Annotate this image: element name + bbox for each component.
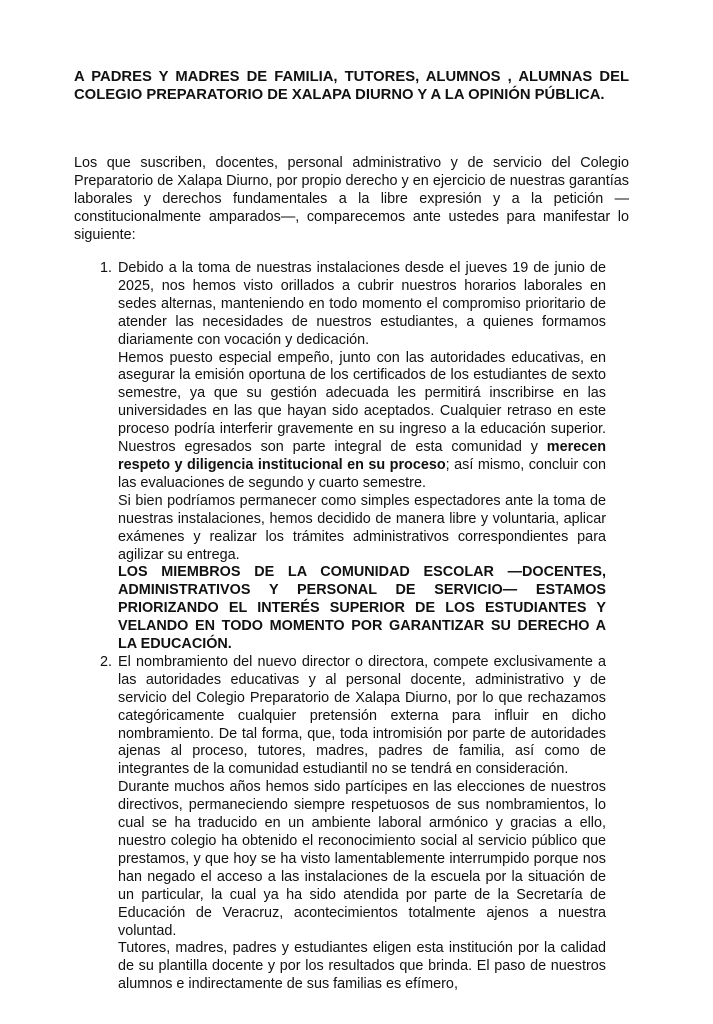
intro-paragraph: Los que suscriben, docentes, personal administrativo y de servicio del Colegio Preparatorio de Xalapa Diurno, por propio derecho y en ejercicio de nuestras garantías laborales y derechos fundamentales a la libre expresión y a la petición —constitucionalmente amparados—, comparecemos ante ustedes para manifestar lo siguiente: [74,155,629,243]
document-heading: A PADRES Y MADRES DE FAMILIA, TUTORES, ALUMNOS , ALUMNAS DEL COLEGIO PREPARATORIO DE XALAPA DIURNO Y A LA OPINIÓN PÚBLICA. [74,69,629,103]
numbered-list [100,260,606,994]
list-marker-1: 1. [100,260,113,276]
list-item-2 [100,653,606,994]
item-1-paragraph-2 [118,350,606,493]
item-2-paragraph-1: El nombramiento del nuevo director o directora, compete exclusivamente a las autoridades educativas y al personal docente, administrativo y de servicio del Colegio Preparatorio de Xalapa Diurno, por lo que rechazamos categóricamente cualquier pretensión externa para influir en dicho nombramiento. De tal forma, que, toda intromisión por parte de autoridades ajenas al proceso, tutores, madres, padres de familia, así como de integrantes de la comunidad estudiantil no se tendrá en consideración. [118,653,606,778]
item-1-paragraph-1: Debido a la toma de nuestras instalaciones desde el jueves 19 de junio de 2025, nos hemos visto orillados a cubrir nuestros horarios laborales en sedes alternas, manteniendo en todo momento el compromiso prioritario de atender las necesidades de nuestros estudiantes, a quienes formamos diariamente con vocación y dedicación. [118,260,606,348]
item-2-paragraph-2: Durante muchos años hemos sido partícipes en las elecciones de nuestros directivos, permaneciendo siempre respetuosos de sus nombramientos, lo cual se ha traducido en un ambiente laboral armónico y gracias a ello, nuestro colegio ha obtenido el reconocimiento social al servicio público que prestamos, y que hoy se ha visto lamentablemente interrumpido porque nos han negado el acceso a las instalaciones de la escuela por la situación de un particular, la cual ya ha sido atendida por parte de la Secretaría de Educación de Veracruz, acontecimientos totalmente ajenos a nuestra voluntad. [118,779,606,939]
list-marker-2: 2. [100,653,113,670]
item-1-paragraph-2-text-a: Hemos puesto especial empeño, junto con las autoridades educativas, en asegurar la emisión oportuna de los certificados de los estudiantes de sexto semestre, ya que su gestión adecuada les permitirá inscribirse en las universidades en las que hayan sido aceptados. Cualquier retraso en este proceso podría interferir gravemente en su ingreso a la educación superior. Nuestros egresados son parte integral de esta comunidad y [118,349,606,456]
list-item-1 [100,260,606,654]
item-1-paragraph-2-text-b: ; así mismo, concluir con las evaluaciones de segundo y cuarto semestre. [118,456,606,491]
item-1-emphasis-paragraph: LOS MIEMBROS DE LA COMUNIDAD ESCOLAR —DOCENTES, ADMINISTRATIVOS Y PERSONAL DE SERVICIO— ESTAMOS PRIORIZANDO EL INTERÉS SUPERIOR DE LOS ESTUDIANTES Y VELANDO EN TODO MOMENTO POR GARANTIZAR SU DERECHO A LA EDUCACIÓN. [118,564,606,653]
item-1-paragraph-2-bold: merecen respeto y diligencia institucional en su proceso [118,439,606,473]
item-1-paragraph-3: Si bien podríamos permanecer como simples espectadores ante la toma de nuestras instalaciones, hemos decidido de manera libre y voluntaria, aplicar exámenes y realizar los trámites administrativos correspondientes para agilizar su entrega. [118,492,606,563]
item-2-paragraph-3: Tutores, madres, padres y estudiantes eligen esta institución por la calidad de su plantilla docente y por los resultados que brinda. El paso de nuestros alumnos e indirectamente de sus familias es efímero, [118,940,606,993]
